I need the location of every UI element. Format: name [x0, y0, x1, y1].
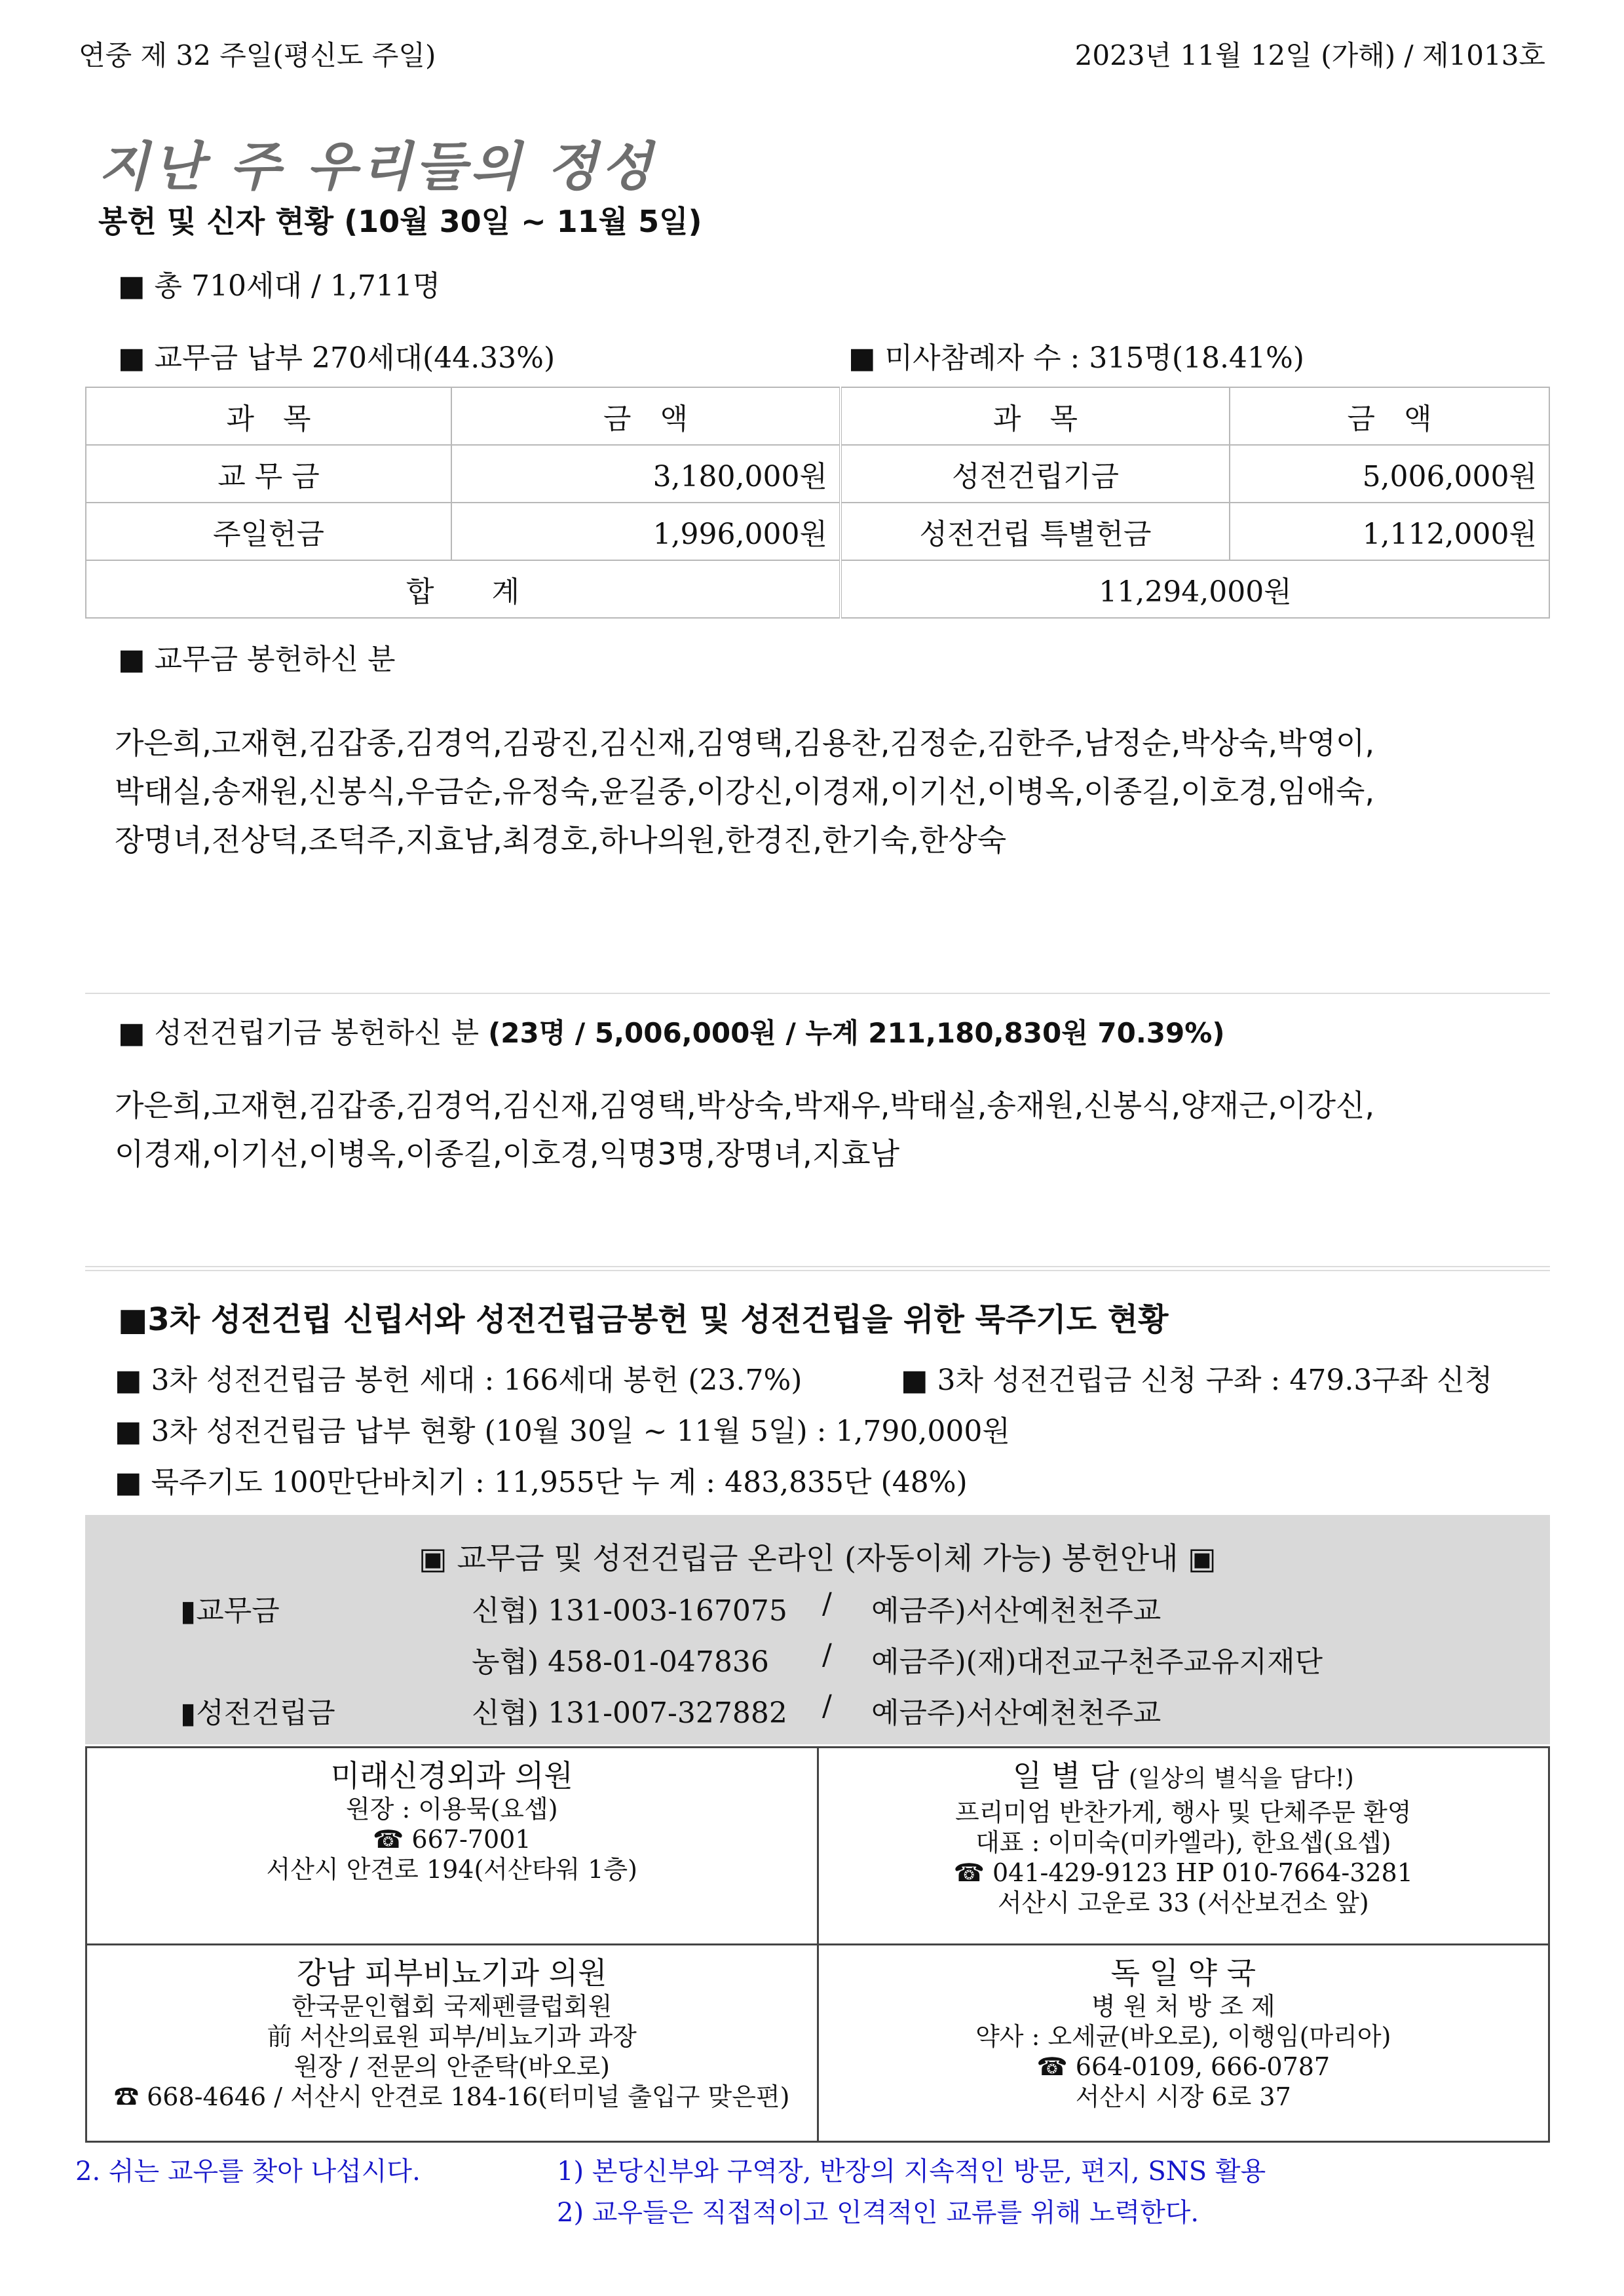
online-giving-title: ▣ 교무금 및 성전건립금 온라인 (자동이체 가능) 봉헌안내 ▣ [419, 1540, 1217, 1576]
separator: / [822, 1587, 832, 1620]
column-header: 과 목 [840, 387, 1230, 445]
divider [85, 993, 1550, 994]
dues-contributors-list [115, 719, 1543, 864]
name-line: 박태실,송재원,신봉식,우금순,유정숙,윤길중,이강신,이경재,이기선,이병옥,이종길,이호경,임애숙, [115, 774, 1375, 809]
total-households: ■ 총 710세대 / 1,711명 [118, 269, 441, 303]
item-amount: 5,006,000원 [1230, 445, 1549, 503]
name-line: 장명녀,전상덕,조덕주,지효남,최경호,하나의원,한경진,한기숙,한상숙 [115, 822, 1007, 858]
ad-line: ☎ 668-4646 / 서산시 안견로 184-16(터미널 출입구 맞은편) [114, 2082, 790, 2111]
double-divider [85, 1266, 1550, 1271]
ad-name-note: (일상의 별식을 담다!) [1129, 1765, 1354, 1792]
ad-line: 서산시 안견로 194(서산타워 1층) [266, 1855, 637, 1884]
offering-table [85, 387, 1550, 619]
ad-line: 서산시 시장 6로 37 [1075, 2082, 1291, 2111]
total-label: 합 계 [86, 560, 840, 618]
heading-summary: (23명 / 5,006,000원 / 누계 211,180,830원 70.39%) [488, 1017, 1225, 1049]
ads-grid [85, 1746, 1550, 2143]
status-item: ■ 3차 성전건립금 신청 구좌 : 479.3구좌 신청 [901, 1364, 1493, 1397]
account-label: ▮성전건립금 [180, 1696, 335, 1730]
footer-line: 1) 본당신부와 구역장, 반장의 지속적인 방문, 편지, SNS 활용 [557, 2156, 1266, 2187]
column-header: 과 목 [86, 387, 451, 445]
ad-line: 약사 : 오세균(바오로), 이행임(마리아) [975, 2022, 1391, 2051]
online-giving-box [85, 1515, 1550, 1744]
ad-card [86, 1945, 818, 2142]
ad-name: 미래신경외과 의원 [330, 1758, 573, 1793]
table-header-row [86, 387, 1549, 445]
dues-contributors-heading: ■ 교무금 봉헌하신 분 [118, 643, 396, 676]
ad-name-row [825, 1757, 1542, 1797]
ad-line: ☎ 664-0109, 666-0787 [1036, 2052, 1331, 2081]
heading-text: ■ 성전건립기금 봉헌하신 분 [118, 1016, 480, 1050]
mass-attendance: ■ 미사참례자 수 : 315명(18.41%) [848, 341, 1304, 375]
ad-card [818, 1748, 1549, 1945]
ad-name: 강남 피부비뇨기과 의원 [296, 1955, 607, 1991]
ad-line: 프리미엄 반찬가게, 행사 및 단체주문 환영 [954, 1798, 1412, 1827]
ad-line: 서산시 고운로 33 (서산보건소 앞) [997, 1888, 1369, 1917]
ad-line: ☎ 041-429-9123 HP 010-7664-3281 [953, 1858, 1413, 1887]
footer-line: 2) 교우들은 직접적이고 인격적인 교류를 위해 노력한다. [557, 2198, 1199, 2228]
separator: / [822, 1638, 832, 1672]
ad-line: 원장 : 이용묵(요셉) [345, 1795, 558, 1824]
item-amount: 3,180,000원 [451, 445, 840, 503]
building-contributors-heading [118, 1009, 1225, 1051]
item-name: 주일헌금 [86, 503, 451, 560]
account-label: ▮교무금 [180, 1594, 280, 1628]
ad-line: 원장 / 전문의 안준탁(바오로) [293, 2052, 610, 2081]
dues-households: ■ 교무금 납부 270세대(44.33%) [118, 341, 556, 375]
footer-heading: 2. 쉬는 교우를 찾아 나섭시다. [75, 2156, 421, 2187]
status-item: ■ 3차 성전건립금 봉헌 세대 : 166세대 봉헌 (23.7%) [115, 1364, 803, 1397]
name-line: 가은희,고재현,김갑종,김경억,김신재,김영택,박상숙,박재우,박태실,송재원,신봉식,양재근,이강신, [115, 1088, 1375, 1123]
separator: / [822, 1689, 832, 1723]
ad-line: ☎ 667-7001 [373, 1825, 531, 1854]
account-holder: 예금주)서산예천천주교 [871, 1594, 1161, 1628]
item-name: 교 무 금 [86, 445, 451, 503]
ad-card [818, 1945, 1549, 2142]
page-title: 지난 주 우리들의 정성 [98, 136, 656, 197]
ad-name: 독 일 약 국 [1110, 1955, 1256, 1991]
ad-card [86, 1748, 818, 1945]
account-number: 농협) 458-01-047836 [472, 1645, 769, 1679]
ad-line: 前 서산의료원 피부/비뇨기과 과장 [267, 2022, 637, 2051]
item-amount: 1,112,000원 [1230, 503, 1549, 560]
building-contributors-list [115, 1081, 1543, 1178]
ad-line: 병 원 처 방 조 제 [1091, 1992, 1275, 2021]
status-item: ■ 3차 성전건립금 납부 현황 (10월 30일 ~ 11월 5일) : 1,790,000원 [115, 1415, 1010, 1448]
column-header: 금 액 [1230, 387, 1549, 445]
table-row [86, 445, 1549, 503]
issue-date: 2023년 11월 12일 (가해) / 제1013호 [1074, 39, 1545, 71]
issue-label: 연중 제 32 주일(평신도 주일) [79, 39, 436, 71]
third-building-title: ■3차 성전건립 신립서와 성전건립금봉헌 및 성전건립을 위한 묵주기도 현황 [118, 1301, 1169, 1338]
status-item: ■ 묵주기도 100만단바치기 : 11,955단 누 계 : 483,835단 (48%) [115, 1466, 968, 1499]
name-line: 이경재,이기선,이병옥,이종길,이호경,익명3명,장명녀,지효남 [115, 1136, 900, 1172]
name-line: 가은희,고재현,김갑종,김경억,김광진,김신재,김영택,김용찬,김정순,김한주,남정순,박상숙,박영이, [115, 725, 1375, 761]
account-holder: 예금주)서산예천천주교 [871, 1696, 1161, 1730]
account-holder: 예금주)(재)대전교구천주교유지재단 [871, 1645, 1323, 1679]
column-header: 금 액 [451, 387, 840, 445]
ad-name: 일 별 담 [1012, 1758, 1120, 1793]
section-subtitle: 봉헌 및 신자 현황 (10월 30일 ~ 11월 5일) [98, 204, 702, 239]
item-name: 성전건립 특별헌금 [840, 503, 1230, 560]
total-value: 11,294,000원 [840, 560, 1549, 618]
table-total-row [86, 560, 1549, 618]
item-name: 성전건립기금 [840, 445, 1230, 503]
ad-line: 대표 : 이미숙(미카엘라), 한요셉(요셉) [975, 1828, 1391, 1857]
account-number: 신협) 131-007-327882 [472, 1696, 787, 1730]
ad-line: 한국문인협회 국제펜클럽회원 [292, 1992, 613, 2021]
item-amount: 1,996,000원 [451, 503, 840, 560]
table-row [86, 503, 1549, 560]
account-number: 신협) 131-003-167075 [472, 1594, 787, 1628]
